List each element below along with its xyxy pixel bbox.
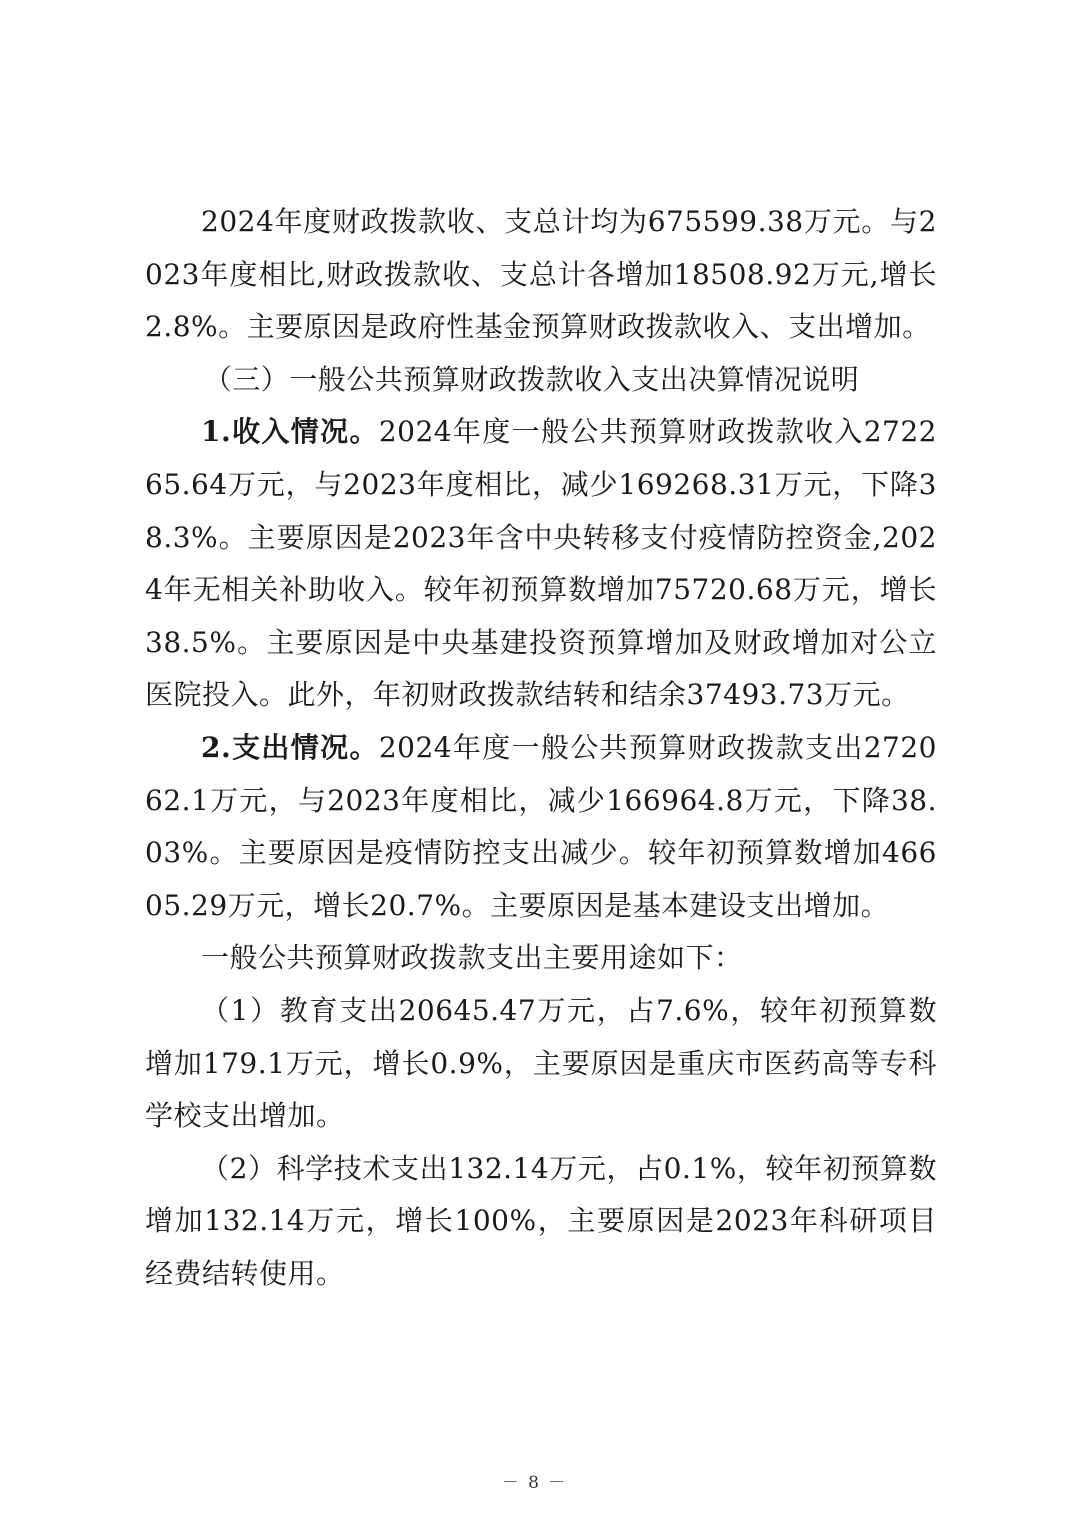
paragraph-text: 2024年度一般公共预算财政拨款收入272265.64万元，与2023年度相比，减少169268.31万元，下降38.3%。主要原因是2023年含中央转移支付疫情防控资金,2024年无相关补助收入。较年初预算数增加75720.68万元，增长38.5%。主要原因是中央基建投资预算增加及财政增加对公立医院投入。此外，年初财政拨款结转和结余37493.73万元。 <box>145 415 937 712</box>
paragraph-text: 2024年度一般公共预算财政拨款支出272062.1万元，与2023年度相比，减少166964.8万元，下降38.03%。主要原因是疫情防控支出减少。较年初预算数增加46605.29万元，增长20.7%。主要原因是基本建设支出增加。 <box>145 730 937 922</box>
paragraph-science <box>145 1143 937 1301</box>
paragraph-lead: 2.支出情况。 <box>201 730 379 764</box>
paragraph-text: 一般公共预算财政拨款支出主要用途如下： <box>201 941 743 975</box>
paragraph-text: （2）科学技术支出132.14万元，占0.1%，较年初预算数增加132.14万元，增长100%，主要原因是2023年科研项目经费结转使用。 <box>145 1151 937 1290</box>
paragraph-expenditure <box>145 722 937 932</box>
paragraph-text: （1）教育支出20645.47万元，占7.6%，较年初预算数增加179.1万元，增长0.9%，主要原因是重庆市医药高等专科学校支出增加。 <box>145 993 937 1133</box>
paragraph-uses-intro <box>145 932 937 985</box>
paragraph-lead: 1.收入情况。 <box>201 415 379 449</box>
paragraph-education <box>145 985 937 1143</box>
paragraph-income <box>145 406 937 722</box>
section-heading <box>145 354 937 407</box>
paragraph-text: （三）一般公共预算财政拨款收入支出决算情况说明 <box>203 362 860 396</box>
page-number: － 8 － <box>501 1473 568 1493</box>
paragraph-financial-total <box>145 196 937 354</box>
paragraph-text: 2024年度财政拨款收、支总计均为675599.38万元。与2023年度相比,财政拨款收、支总计各增加18508.92万元,增长2.8%。主要原因是政府性基金预算财政拨款收入、支出增加。 <box>145 205 937 344</box>
document-body <box>145 196 937 1300</box>
